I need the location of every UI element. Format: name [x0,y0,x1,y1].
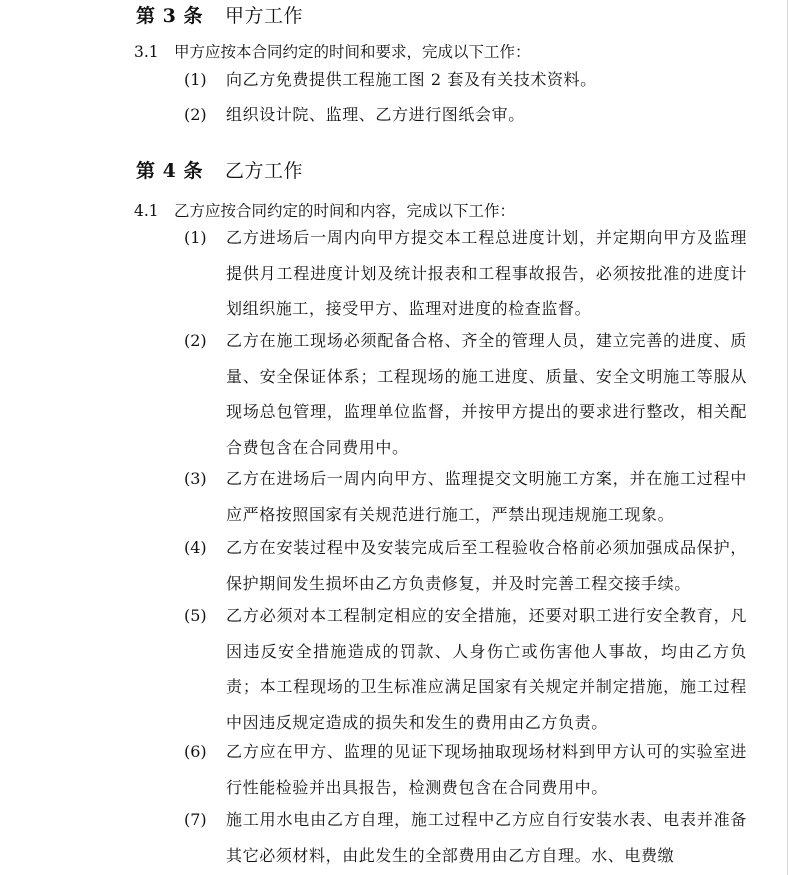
item-text: 施工用水电由乙方自理，施工过程中乙方应自行安装水表、电表并准备其它必须材料，由此发生的全部费用由乙方自理。水、电费缴 [226,810,747,865]
clause-3-1-text: 甲方应按本合同约定的时间和要求，完成以下工作： [174,43,531,61]
clause-4-1-number: 4.1 [134,202,159,220]
item-number: (7) [184,810,207,829]
item-text: 乙方必须对本工程制定相应的安全措施，还要对职工进行安全教育，凡因违反安全措施造成的罚款、人身伤亡或伤害他人事故，均由乙方负责；本工程现场的卫生标准应满足国家有关规定并制定措施，施工过程中因违反规定造成的损失和发生的费用由乙方负责。 [226,606,747,732]
item-text: 乙方进场后一周内向甲方提交本工程总进度计划，并定期向甲方及监理提供月工程进度计划及统计报表和工程事故报告，必须按批准的进度计划组织施工，接受甲方、监理对进度的检查监督。 [226,228,747,318]
article-4-item-1 [184,220,749,327]
article-3-item-2 [184,97,749,133]
clause-4-1-text: 乙方应按合同约定的时间和内容，完成以下工作： [174,202,516,220]
article-4-item-5 [184,598,749,740]
clause-3-1 [134,40,531,62]
article-4-item-6 [184,734,749,805]
article-4-item-4 [184,530,749,601]
article-4-heading [136,156,303,183]
article-4-item-3 [184,461,749,532]
item-number: (3) [184,469,207,488]
article-3-heading [136,1,303,28]
item-text: 组织设计院、监理、乙方进行图纸会审。 [226,105,525,124]
article-3-number: 第 3 条 [136,5,203,27]
article-4-item-2 [184,323,749,465]
article-4-item-7 [184,802,749,873]
item-number: (5) [184,606,207,625]
item-number: (2) [184,105,207,124]
item-text: 乙方在施工现场必须配备合格、齐全的管理人员，建立完善的进度、质量、安全保证体系；工程现场的施工进度、质量、安全文明施工等服从现场总包管理，监理单位监督，并按甲方提出的要求进行整改，相关配合费包含在合同费用中。 [226,331,747,457]
clause-3-1-number: 3.1 [134,43,159,61]
item-number: (2) [184,331,207,350]
item-text: 乙方应在甲方、监理的见证下现场抽取现场材料到甲方认可的实验室进行性能检验并出具报告，检测费包含在合同费用中。 [226,742,747,797]
item-text: 向乙方免费提供工程施工图 2 套及有关技术资料。 [226,70,597,89]
article-4-title: 乙方工作 [224,160,303,182]
item-number: (1) [184,70,207,89]
item-number: (1) [184,228,207,247]
article-4-number: 第 4 条 [136,160,203,182]
article-3-title: 甲方工作 [224,5,303,27]
item-number: (4) [184,538,207,557]
article-3-item-1 [184,62,749,98]
item-text: 乙方在安装过程中及安装完成后至工程验收合格前必须加强成品保护，保护期间发生损坏由乙方负责修复，并及时完善工程交接手续。 [226,538,747,593]
item-number: (6) [184,742,207,761]
item-text: 乙方在进场后一周内向甲方、监理提交文明施工方案，并在施工过程中应严格按照国家有关规范进行施工，严禁出现违规施工现象。 [226,469,747,524]
clause-4-1 [134,199,515,221]
